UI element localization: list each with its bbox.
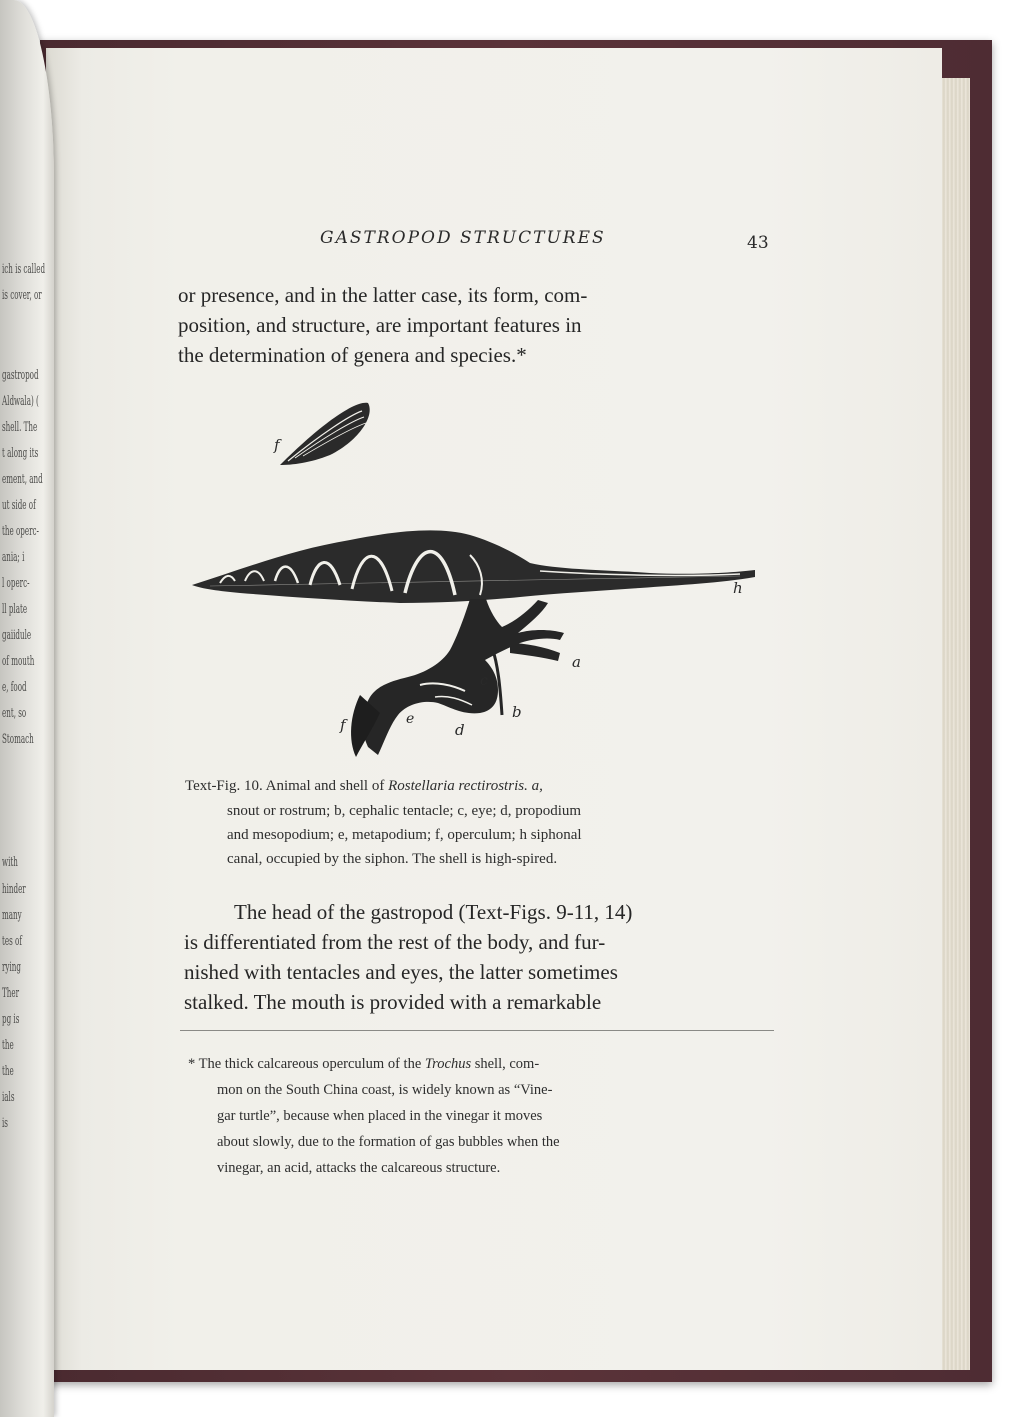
caption-line-2: snout or rostrum; b, cephalic tentacle; c, eye; d, propodium — [227, 803, 582, 819]
running-header: GASTROPOD STRUCTURES — [320, 228, 606, 248]
left-page-fragment: shell. The — [2, 420, 38, 435]
left-page-fragment: many — [2, 908, 22, 923]
left-page-fragment: rying — [2, 960, 21, 975]
left-page-fragment: gastropod — [2, 368, 39, 383]
left-page-fragment: l operc- — [2, 576, 30, 591]
page-number: 43 — [747, 233, 769, 253]
label-a: a — [572, 653, 581, 671]
operculum-drawing — [280, 403, 370, 465]
rostellaria-illustration — [180, 385, 780, 775]
left-page-fragment: of mouth — [2, 654, 35, 669]
left-page-fragment: the — [2, 1038, 14, 1053]
body-paragraph-line-2: is differentiated from the rest of the body, and fur- — [184, 930, 606, 954]
footnote-line-1: * The thick calcareous operculum of the Trochus shell, com- — [188, 1056, 540, 1072]
left-page-fragment: ials — [2, 1090, 15, 1105]
left-page-fragment: ll plate — [2, 602, 28, 617]
label-f-top: f — [274, 436, 280, 454]
left-page-fragment: is cover, or — [2, 288, 42, 303]
footnote-line-3: gar turtle”, because when placed in the vinegar it moves — [217, 1108, 543, 1124]
left-page-fragment: pg is — [2, 1012, 20, 1027]
caption-line-4: canal, occupied by the siphon. The shell is high-spired. — [227, 851, 558, 867]
top-paragraph-line-3: the determination of genera and species.* — [178, 343, 527, 367]
left-page-fragment: the operc- — [2, 524, 39, 539]
label-b: b — [512, 703, 522, 721]
footnote-line-4: about slowly, due to the formation of gas bubbles when the — [217, 1134, 560, 1150]
left-page-fragment: Aldwala) ( — [2, 394, 39, 409]
left-page-fragment: ich is called — [2, 262, 46, 277]
caption-line-3: and mesopodium; e, metapodium; f, operculum; h siphonal — [227, 827, 582, 843]
left-page-fragment: e, food — [2, 680, 27, 695]
left-page-fragment: ement, and — [2, 472, 43, 487]
left-page-fragment: Ther — [2, 986, 20, 1001]
left-page-fragment: ut side of — [2, 498, 36, 513]
left-page-fragment: hinder — [2, 882, 26, 897]
left-page-fragment: t along its — [2, 446, 39, 461]
label-f-bottom: f — [340, 716, 346, 734]
label-c: c — [480, 673, 488, 689]
body-paragraph-line-4: stalked. The mouth is provided with a remarkable — [184, 990, 602, 1014]
left-page-fragment: is — [2, 1116, 8, 1131]
caption-line-1: Text-Fig. 10. Animal and shell of Rostellaria rectirostris. a, — [185, 778, 543, 794]
left-page-fragment: ania; i — [2, 550, 25, 565]
left-page-fragment: the — [2, 1064, 14, 1079]
left-facing-page — [0, 0, 54, 1417]
footnote-line-5: vinegar, an acid, attacks the calcareous structure. — [217, 1160, 501, 1176]
left-page-fragment: gaiidule — [2, 628, 32, 643]
top-paragraph-line-2: position, and structure, are important features in — [178, 313, 582, 337]
left-page-fragment: with — [2, 855, 18, 870]
left-page-fragment: ent, so — [2, 706, 27, 721]
left-page-fragment: Stomach — [2, 732, 34, 747]
top-paragraph-line-1: or presence, and in the latter case, its form, com- — [178, 283, 588, 307]
body-paragraph-line-3: nished with tentacles and eyes, the latter sometimes — [184, 960, 618, 984]
left-page-fragment: tes of — [2, 934, 22, 949]
label-h: h — [733, 579, 743, 597]
body-paragraph-line-1: The head of the gastropod (Text-Figs. 9-11, 14) — [234, 900, 633, 924]
shell-drawing — [192, 530, 755, 603]
label-d: d — [455, 721, 465, 739]
footnote-rule — [180, 1030, 774, 1031]
footnote-line-2: mon on the South China coast, is widely known as “Vine- — [217, 1082, 553, 1098]
label-e: e — [406, 711, 415, 727]
